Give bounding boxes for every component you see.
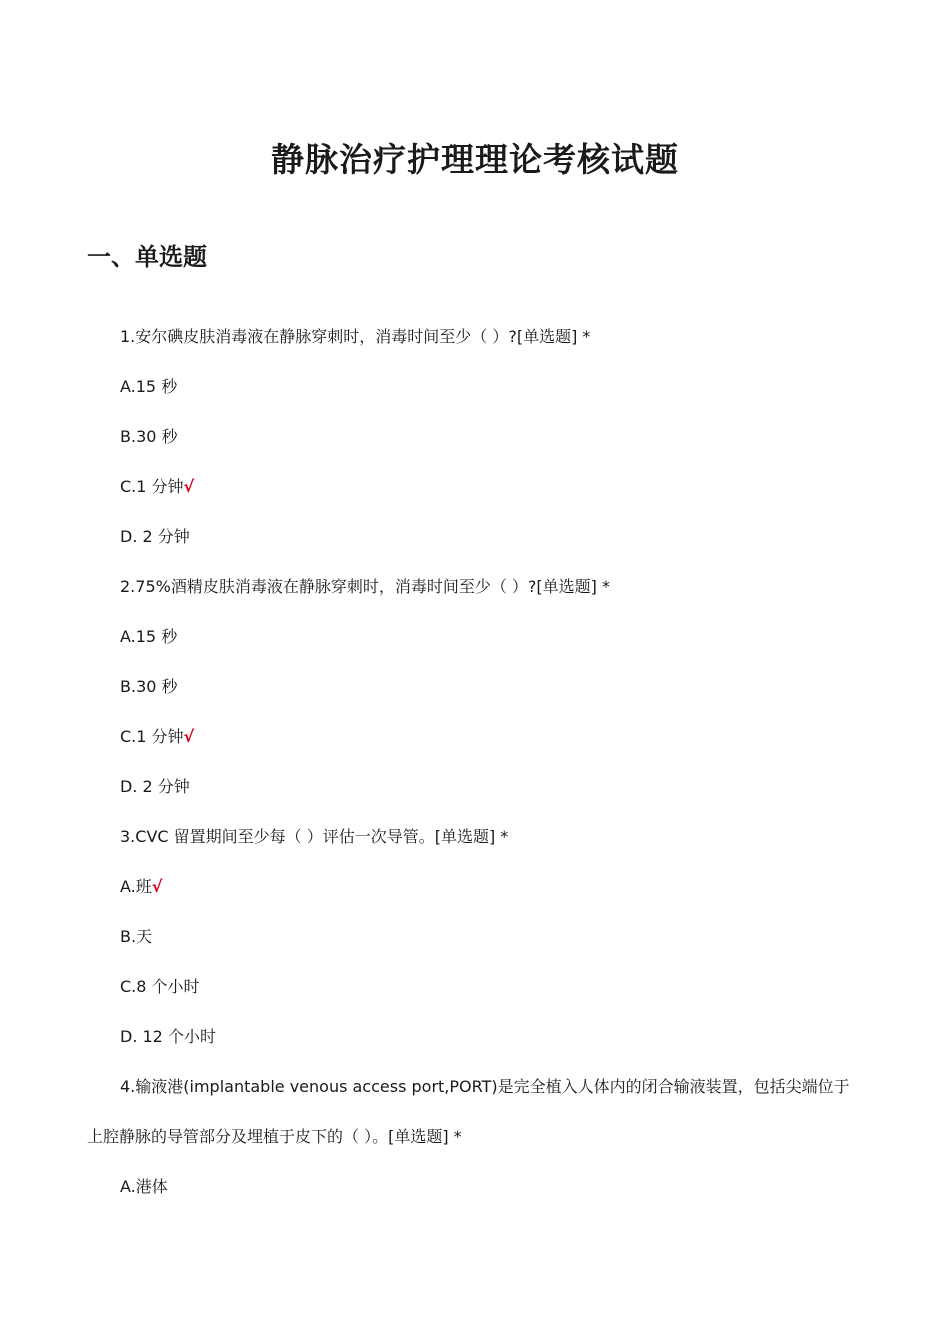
correct-check-icon: √: [151, 877, 163, 896]
question-2-option-c-label: C.1 分钟: [120, 727, 184, 746]
question-4-option-a: A.港体: [120, 1177, 168, 1196]
question-1-option-c-label: C.1 分钟: [120, 477, 184, 496]
question-3-text: 3.CVC 留置期间至少每（ ）评估一次导管。[单选题] *: [120, 827, 509, 846]
question-1-option-d: D. 2 分钟: [120, 527, 190, 546]
document-title: 静脉治疗护理理论考核试题: [271, 140, 679, 179]
correct-check-icon: √: [183, 727, 195, 746]
question-4-text-line-1: 4.输液港(implantable venous access port,PORT)是完全植入人体内的闭合输液装置，包括尖端位于: [120, 1077, 850, 1096]
question-3-option-a: [87, 862, 877, 912]
section-heading-single-choice: 一、单选题: [87, 243, 207, 271]
question-2-text: 2.75%酒精皮肤消毒液在静脉穿刺时，消毒时间至少（ ）?[单选题] *: [120, 577, 610, 596]
question-3-option-d: D. 12 个小时: [120, 1027, 216, 1046]
question-2-option-c: [87, 712, 877, 762]
question-3-option-b: B.天: [120, 927, 153, 946]
question-4-text-line-2: 上腔静脉的导管部分及埋植于皮下的（ ）。[单选题] *: [87, 1127, 462, 1146]
question-3-option-a-label: A.班: [120, 877, 152, 896]
question-2-option-b: B.30 秒: [120, 677, 178, 696]
question-1-text: 1.安尔碘皮肤消毒液在静脉穿刺时，消毒时间至少（ ）?[单选题] *: [120, 327, 591, 346]
question-1-option-c: [87, 462, 877, 512]
question-3-option-c: C.8 个小时: [120, 977, 200, 996]
question-list: [87, 312, 877, 1212]
question-2-option-a: A.15 秒: [120, 627, 178, 646]
question-2-option-d: D. 2 分钟: [120, 777, 190, 796]
correct-check-icon: √: [183, 477, 195, 496]
question-1-option-b: B.30 秒: [120, 427, 178, 446]
question-1-option-a: A.15 秒: [120, 377, 178, 396]
